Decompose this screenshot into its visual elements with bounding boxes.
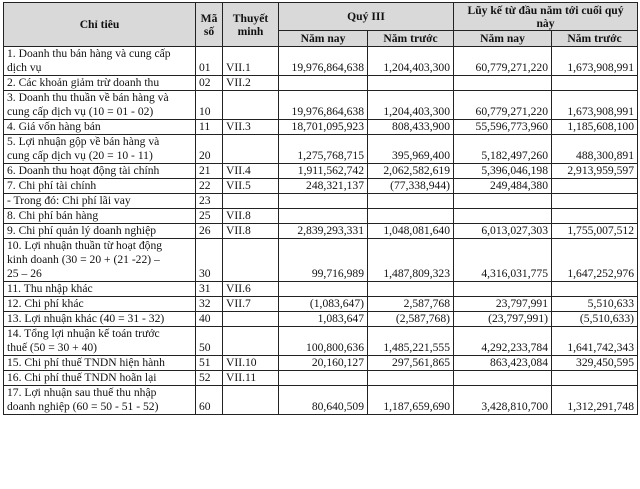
row-quarter-prev-year: 297,561,865 (368, 356, 454, 371)
row-ytd-prev-year (552, 371, 638, 386)
table-row (4, 386, 638, 415)
row-label: 17. Lợi nhuận sau thuế thu nhập doanh nghiệp (60 = 50 - 51 - 52) (4, 386, 196, 415)
row-ytd-prev-year (552, 179, 638, 194)
row-quarter-prev-year: 2,062,582,619 (368, 164, 454, 179)
row-quarter-prev-year: 395,969,400 (368, 135, 454, 164)
income-statement-table (3, 2, 638, 415)
table-row (4, 194, 638, 209)
header-q-nam-nay: Năm nay (279, 31, 368, 47)
row-quarter-this-year: 1,911,562,742 (279, 164, 368, 179)
row-label: 4. Giá vốn hàng bán (4, 120, 196, 135)
table-row (4, 91, 638, 120)
row-ytd-prev-year: (5,510,633) (552, 312, 638, 327)
row-quarter-prev-year: 1,204,403,300 (368, 91, 454, 120)
row-code: 01 (196, 47, 223, 76)
row-ytd-prev-year: 1,647,252,976 (552, 239, 638, 282)
row-label: 2. Các khoản giảm trừ doanh thu (4, 76, 196, 91)
row-ytd-prev-year: 1,673,908,991 (552, 47, 638, 76)
row-label: 1. Doanh thu bán hàng và cung cấp dịch vụ (4, 47, 196, 76)
table-row (4, 312, 638, 327)
row-ytd-this-year: 5,182,497,260 (454, 135, 552, 164)
header-chi-tieu: Chỉ tiêu (4, 3, 196, 47)
header-ma-so: Mã số (196, 3, 223, 47)
row-label: 10. Lợi nhuận thuần từ hoạt động kinh doanh (30 = 20 + (21 -22) – 25 – 26 (4, 239, 196, 282)
table-row (4, 76, 638, 91)
row-quarter-this-year: 99,716,989 (279, 239, 368, 282)
header-quy: Quý III (279, 3, 454, 31)
row-code: 23 (196, 194, 223, 209)
table-row (4, 327, 638, 356)
row-label: - Trong đó: Chi phí lãi vay (4, 194, 196, 209)
row-quarter-prev-year (368, 209, 454, 224)
row-quarter-prev-year (368, 282, 454, 297)
table-row (4, 282, 638, 297)
row-label: 12. Chi phí khác (4, 297, 196, 312)
row-ytd-this-year: 3,428,810,700 (454, 386, 552, 415)
row-ytd-prev-year: 5,510,633 (552, 297, 638, 312)
header-luy-ke: Lũy kế từ đầu năm tới cuối quý này (454, 3, 638, 31)
table-row (4, 297, 638, 312)
row-label: 8. Chi phí bán hàng (4, 209, 196, 224)
row-ytd-this-year (454, 76, 552, 91)
row-note (223, 91, 279, 120)
row-code: 22 (196, 179, 223, 194)
row-ytd-this-year: 55,596,773,960 (454, 120, 552, 135)
row-note (223, 194, 279, 209)
row-note: VII.3 (223, 120, 279, 135)
row-quarter-this-year: 2,839,293,331 (279, 224, 368, 239)
row-note: VII.4 (223, 164, 279, 179)
table-row (4, 356, 638, 371)
row-code: 25 (196, 209, 223, 224)
row-code: 31 (196, 282, 223, 297)
row-code: 32 (196, 297, 223, 312)
row-ytd-prev-year: 1,755,007,512 (552, 224, 638, 239)
table-row (4, 179, 638, 194)
row-ytd-this-year (454, 194, 552, 209)
row-ytd-prev-year (552, 76, 638, 91)
row-ytd-this-year: 23,797,991 (454, 297, 552, 312)
row-note: VII.10 (223, 356, 279, 371)
table-row (4, 224, 638, 239)
row-note: VII.7 (223, 297, 279, 312)
table-row (4, 209, 638, 224)
row-quarter-prev-year: 1,204,403,300 (368, 47, 454, 76)
row-note: VII.1 (223, 47, 279, 76)
row-code: 21 (196, 164, 223, 179)
row-ytd-prev-year (552, 194, 638, 209)
row-quarter-prev-year: (2,587,768) (368, 312, 454, 327)
row-label: 3. Doanh thu thuần về bán hàng và cung cấp dịch vụ (10 = 01 - 02) (4, 91, 196, 120)
row-label: 7. Chi phí tài chính (4, 179, 196, 194)
row-code: 51 (196, 356, 223, 371)
row-ytd-this-year: 60,779,271,220 (454, 47, 552, 76)
table-row (4, 371, 638, 386)
row-ytd-this-year: 4,292,233,784 (454, 327, 552, 356)
row-note (223, 386, 279, 415)
row-note: VII.6 (223, 282, 279, 297)
row-quarter-this-year: 18,701,095,923 (279, 120, 368, 135)
row-quarter-prev-year: 1,187,659,690 (368, 386, 454, 415)
row-quarter-this-year: 19,976,864,638 (279, 91, 368, 120)
row-note: VII.5 (223, 179, 279, 194)
row-label: 5. Lợi nhuận gộp về bán hàng và cung cấp dịch vụ (20 = 10 - 11) (4, 135, 196, 164)
row-quarter-prev-year (368, 371, 454, 386)
row-code: 20 (196, 135, 223, 164)
row-quarter-prev-year (368, 194, 454, 209)
row-ytd-prev-year: 2,913,959,597 (552, 164, 638, 179)
row-ytd-this-year: 4,316,031,775 (454, 239, 552, 282)
row-quarter-this-year (279, 282, 368, 297)
table-body (4, 47, 638, 415)
row-ytd-this-year: 6,013,027,303 (454, 224, 552, 239)
row-ytd-prev-year: 1,673,908,991 (552, 91, 638, 120)
row-note: VII.11 (223, 371, 279, 386)
row-ytd-prev-year (552, 209, 638, 224)
row-note: VII.8 (223, 224, 279, 239)
row-quarter-prev-year: 1,048,081,640 (368, 224, 454, 239)
row-code: 52 (196, 371, 223, 386)
row-quarter-prev-year: 808,433,900 (368, 120, 454, 135)
row-quarter-this-year: 20,160,127 (279, 356, 368, 371)
row-quarter-this-year (279, 194, 368, 209)
row-quarter-this-year: 19,976,864,638 (279, 47, 368, 76)
row-code: 50 (196, 327, 223, 356)
row-quarter-prev-year: (77,338,944) (368, 179, 454, 194)
row-quarter-this-year: 1,083,647 (279, 312, 368, 327)
row-ytd-prev-year (552, 282, 638, 297)
row-code: 40 (196, 312, 223, 327)
row-quarter-this-year (279, 76, 368, 91)
row-code: 02 (196, 76, 223, 91)
row-code: 10 (196, 91, 223, 120)
row-quarter-this-year: 100,800,636 (279, 327, 368, 356)
row-quarter-this-year: 80,640,509 (279, 386, 368, 415)
row-quarter-this-year (279, 371, 368, 386)
row-ytd-prev-year: 1,312,291,748 (552, 386, 638, 415)
row-label: 16. Chi phí thuế TNDN hoãn lại (4, 371, 196, 386)
table-row (4, 164, 638, 179)
row-ytd-this-year: (23,797,991) (454, 312, 552, 327)
row-code: 11 (196, 120, 223, 135)
table-row (4, 135, 638, 164)
row-code: 26 (196, 224, 223, 239)
row-label: 14. Tổng lợi nhuận kế toán trước thuế (50 = 30 + 40) (4, 327, 196, 356)
row-code: 60 (196, 386, 223, 415)
row-ytd-this-year: 5,396,046,198 (454, 164, 552, 179)
row-quarter-this-year (279, 209, 368, 224)
row-quarter-this-year: 1,275,768,715 (279, 135, 368, 164)
row-note (223, 239, 279, 282)
row-ytd-this-year (454, 371, 552, 386)
header-thuyet-minh: Thuyết minh (223, 3, 279, 47)
row-ytd-prev-year: 329,450,595 (552, 356, 638, 371)
table-row (4, 120, 638, 135)
row-label: 11. Thu nhập khác (4, 282, 196, 297)
header-q-nam-truoc: Năm trước (368, 31, 454, 47)
table-row (4, 239, 638, 282)
row-quarter-this-year: 248,321,137 (279, 179, 368, 194)
header-y-nam-truoc: Năm trước (552, 31, 638, 47)
row-note (223, 327, 279, 356)
row-label: 9. Chi phí quản lý doanh nghiệp (4, 224, 196, 239)
table-row (4, 47, 638, 76)
row-note: VII.8 (223, 209, 279, 224)
row-note: VII.2 (223, 76, 279, 91)
row-ytd-this-year: 249,484,380 (454, 179, 552, 194)
row-ytd-prev-year: 1,185,608,100 (552, 120, 638, 135)
row-quarter-prev-year: 1,485,221,555 (368, 327, 454, 356)
row-quarter-prev-year: 2,587,768 (368, 297, 454, 312)
row-ytd-this-year (454, 282, 552, 297)
row-ytd-this-year (454, 209, 552, 224)
row-quarter-prev-year (368, 76, 454, 91)
row-ytd-prev-year: 1,641,742,343 (552, 327, 638, 356)
row-ytd-this-year: 863,423,084 (454, 356, 552, 371)
row-label: 15. Chi phí thuế TNDN hiện hành (4, 356, 196, 371)
row-label: 6. Doanh thu hoạt động tài chính (4, 164, 196, 179)
row-note (223, 312, 279, 327)
row-code: 30 (196, 239, 223, 282)
header-y-nam-nay: Năm nay (454, 31, 552, 47)
row-label: 13. Lợi nhuận khác (40 = 31 - 32) (4, 312, 196, 327)
row-ytd-prev-year: 488,300,891 (552, 135, 638, 164)
row-ytd-this-year: 60,779,271,220 (454, 91, 552, 120)
row-quarter-prev-year: 1,487,809,323 (368, 239, 454, 282)
row-note (223, 135, 279, 164)
row-quarter-this-year: (1,083,647) (279, 297, 368, 312)
